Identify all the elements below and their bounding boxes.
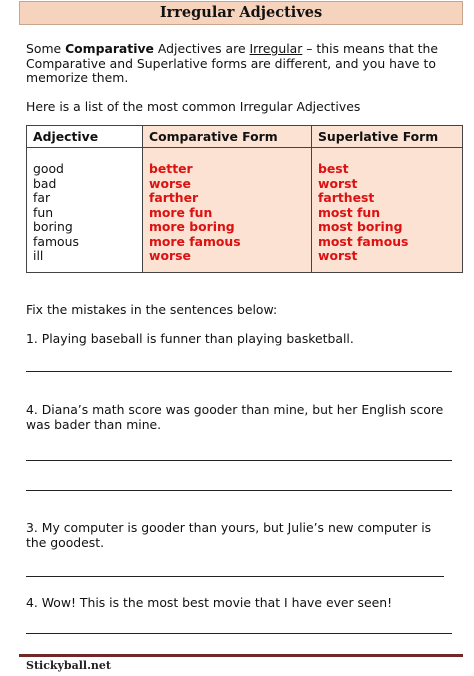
comparative-cell: better — [149, 161, 193, 176]
question-1: 1. Playing baseball is funner than playing basketball. — [26, 331, 354, 346]
answer-line[interactable] — [26, 460, 452, 461]
table-body-row — [27, 148, 463, 273]
superlative-column — [312, 148, 463, 273]
question-4: 4. Wow! This is the most best movie that I have ever seen! — [26, 595, 393, 610]
intro-pre: Some — [26, 41, 66, 56]
comparative-cell: farther — [149, 190, 199, 205]
intro-paragraph — [26, 42, 456, 86]
intro-bold-word: Comparative — [65, 41, 154, 56]
answer-line[interactable] — [26, 371, 452, 372]
intro-post: – this means that the Comparative and Superlative forms are different, and you have to memorize them. — [26, 41, 438, 86]
adjective-cell: ill — [33, 248, 44, 263]
superlative-cell: farthest — [318, 190, 375, 205]
adjective-cell: fun — [33, 204, 54, 220]
superlative-cell: most fun — [318, 204, 381, 220]
header-adjective: Adjective — [27, 126, 143, 148]
footer-site-name: Stickyball.net — [26, 659, 111, 672]
footer-divider — [19, 654, 463, 657]
list-intro: Here is a list of the most common Irregular Adjectives — [26, 99, 361, 114]
comparative-cell: more fun — [149, 204, 213, 220]
irregular-adjectives-table — [26, 125, 463, 273]
table-header-row — [27, 126, 463, 148]
answer-line[interactable] — [26, 633, 452, 634]
superlative-cell: worst — [318, 175, 358, 191]
question-3: 3. My computer is gooder than yours, but Julie’s new computer is the goodest. — [26, 520, 432, 550]
header-comparative: Comparative Form — [143, 126, 312, 148]
comparative-cell: more boring — [149, 219, 235, 234]
superlative-cell: most boring — [318, 219, 403, 234]
comparative-cell: worse — [149, 248, 191, 263]
answer-line[interactable] — [26, 490, 452, 491]
adjective-cell: famous — [33, 233, 79, 249]
comparative-cell: more famous — [149, 233, 241, 249]
instructions: Fix the mistakes in the sentences below: — [26, 302, 278, 317]
comparative-column — [143, 148, 312, 273]
superlative-cell: best — [318, 161, 349, 176]
superlative-cell: worst — [318, 248, 358, 263]
header-superlative: Superlative Form — [312, 126, 463, 148]
superlative-cell: most famous — [318, 233, 409, 249]
question-2: 4. Diana’s math score was gooder than mine, but her English score was bader than mine. — [26, 402, 444, 432]
adjective-cell: good — [33, 161, 64, 176]
adjective-column — [27, 148, 143, 273]
title-banner — [19, 1, 463, 25]
intro-mid: Adjectives are — [153, 41, 250, 56]
adjective-cell: far — [33, 190, 51, 205]
adjective-cell: bad — [33, 175, 57, 191]
intro-underlined-word: Irregular — [249, 41, 303, 56]
answer-line[interactable] — [26, 576, 444, 577]
comparative-cell: worse — [149, 175, 191, 191]
adjective-cell: boring — [33, 219, 73, 234]
page-title: Irregular Adjectives — [159, 4, 323, 21]
